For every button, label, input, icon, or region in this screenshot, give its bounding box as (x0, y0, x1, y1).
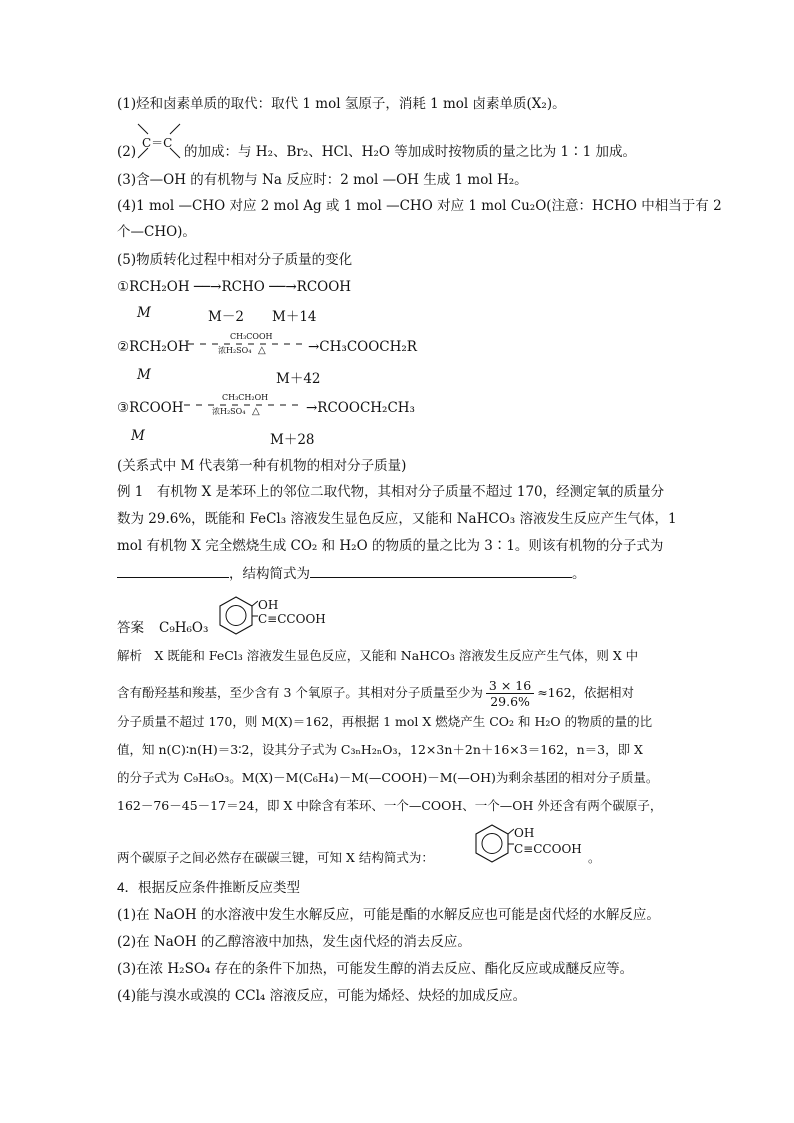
fraction-denominator: 29.6% (490, 694, 530, 709)
analysis-period: 。 (588, 850, 601, 865)
reaction-3-catalyst: 浓H₂SO₄ (212, 407, 246, 416)
alkene-label: C＝C (142, 136, 173, 150)
mass-note: (关系式中 M 代表第一种有机物的相对分子质量) (117, 458, 407, 474)
section-4-item-4: (4)能与溴水或溴的 CCl₄ 溶液反应，可能为烯烃、炔烃的加成反应。 (117, 988, 527, 1004)
reaction-3-start: ③RCOOH (117, 400, 184, 416)
reaction-2-reagent: CH₃COOH (230, 332, 273, 341)
example-1-period: 。 (572, 566, 586, 582)
answer-formula: C₉H₆O₃ (159, 620, 209, 636)
formula-answer-blank[interactable] (117, 563, 229, 578)
analysis-line2-text: 含有酚羟基和羧基，至少含有 3 个氧原子。其相对分子质量至少为 (117, 685, 483, 700)
oxygen-mass-fraction (486, 678, 534, 709)
analysis-side-chain: C≡CCOOH (514, 842, 582, 856)
rule-2-addition: 的加成：与 H₂、Br₂、HCl、H₂O 等加成时按物质的量之比为 1∶1 加成。 (184, 144, 636, 160)
reaction-3-mass-start: M (131, 428, 145, 444)
answer-oh-group: OH (258, 598, 279, 612)
reaction-3-mass-end: M＋28 (270, 432, 315, 448)
reaction-1-equation: ①RCH₂OH ──→RCHO ──→RCOOH (117, 279, 352, 295)
analysis-line5: 的分子式为 C₉H₆O₃。M(X)－M(C₆H₄)－M(—COOH)－M(—OH)为剩余基团的相对分子质量。 (117, 770, 659, 785)
analysis-line6: 162－76－45－17＝24，即 X 中除含有苯环、一个—COOH、一个—OH 外还含有两个碳原子， (117, 798, 663, 813)
rule-1-halogen-substitution: (1)烃和卤素单质的取代：取代 1 mol 氢原子，消耗 1 mol 卤素单质(X₂)。 (117, 96, 566, 112)
example-1-structure-prompt: ，结构简式为 (229, 566, 310, 582)
reaction-3-heat: △ (252, 406, 260, 417)
structure-answer-blank[interactable] (310, 563, 572, 578)
reaction-2-product: →CH₃COOCH₂R (308, 339, 417, 355)
reaction-1-mass-start: M (137, 305, 151, 321)
rule-2-prefix: (2) (117, 144, 137, 160)
reaction-2-mass-end: M＋42 (276, 371, 321, 387)
answer-label: 答案 (117, 620, 144, 636)
reaction-2-start: ②RCH₂OH (117, 339, 190, 355)
rule-4-aldehyde-line1: (4)1 mol —CHO 对应 2 mol Ag 或 1 mol —CHO 对应 1 mol Cu₂O(注意：HCHO 中相当于有 2 (117, 198, 722, 214)
reaction-2-mass-start: M (137, 367, 151, 383)
example-1-line1: 例 1 有机物 X 是苯环上的邻位二取代物，其相对分子质量不超过 170，经测定氧的质量分 (117, 484, 665, 500)
section-4-item-2: (2)在 NaOH 的乙醇溶液中加热，发生卤代烃的消去反应。 (117, 934, 471, 950)
analysis-line3: 分子质量不超过 170，则 M(X)＝162，再根据 1 mol X 燃烧产生 CO₂ 和 H₂O 的物质的量的比 (117, 714, 653, 729)
reaction-1-mass-end: M＋14 (272, 309, 317, 325)
fraction-numerator: 3 × 16 (486, 678, 534, 694)
analysis-oh-group: OH (514, 826, 535, 840)
example-1-line4 (117, 563, 586, 584)
rule-4-aldehyde-line2: 个—CHO)。 (117, 224, 196, 240)
example-1-line3: mol 有机物 X 完全燃烧生成 CO₂ 和 H₂O 的物质的量之比为 3∶1。则该有机物的分子式为 (117, 538, 664, 554)
reaction-2-catalyst: 浓H₂SO₄ (218, 346, 252, 355)
rule-5-heading: (5)物质转化过程中相对分子质量的变化 (117, 252, 353, 268)
analysis-line7: 两个碳原子之间必然存在碳碳三键，可知 X 结构简式为： (117, 850, 434, 865)
reaction-3-reagent: CH₃CH₂OH (222, 393, 269, 402)
example-1-line2: 数为 29.6%，既能和 FeCl₃ 溶液发生显色反应，又能和 NaHCO₃ 溶液发生反应产生气体，1 (117, 511, 677, 527)
reaction-1-mass-mid: M－2 (208, 309, 244, 325)
section-4-title: 4．根据反应条件推断反应类型 (117, 880, 301, 895)
reaction-3-product: →RCOOCH₂CH₃ (306, 400, 415, 416)
analysis-line2 (117, 678, 634, 709)
analysis-line2-result: ≈162，依据相对 (537, 685, 635, 700)
answer-benzene-ring (214, 594, 258, 638)
analysis-benzene-ring (470, 822, 514, 866)
answer-side-chain: C≡CCOOH (258, 612, 326, 626)
analysis-line4: 值，知 n(C)∶n(H)＝3∶2，设其分子式为 C₃ₙH₂ₙO₃，12×3n＋2n＋16×3＝162，n＝3，即 X (117, 742, 643, 757)
reaction-2-heat: △ (258, 345, 266, 356)
section-4-item-1: (1)在 NaOH 的水溶液中发生水解反应，可能是酯的水解反应也可能是卤代烃的水解反应。 (117, 907, 660, 923)
analysis-line1: 解析 X 既能和 FeCl₃ 溶液发生显色反应，又能和 NaHCO₃ 溶液发生反应产生气体，则 X 中 (117, 648, 639, 663)
rule-3-hydroxyl-sodium: (3)含—OH 的有机物与 Na 反应时：2 mol —OH 生成 1 mol H₂。 (117, 172, 528, 188)
section-4-item-3: (3)在浓 H₂SO₄ 存在的条件下加热，可能发生醇的消去反应、酯化反应或成醚反应等。 (117, 961, 634, 977)
